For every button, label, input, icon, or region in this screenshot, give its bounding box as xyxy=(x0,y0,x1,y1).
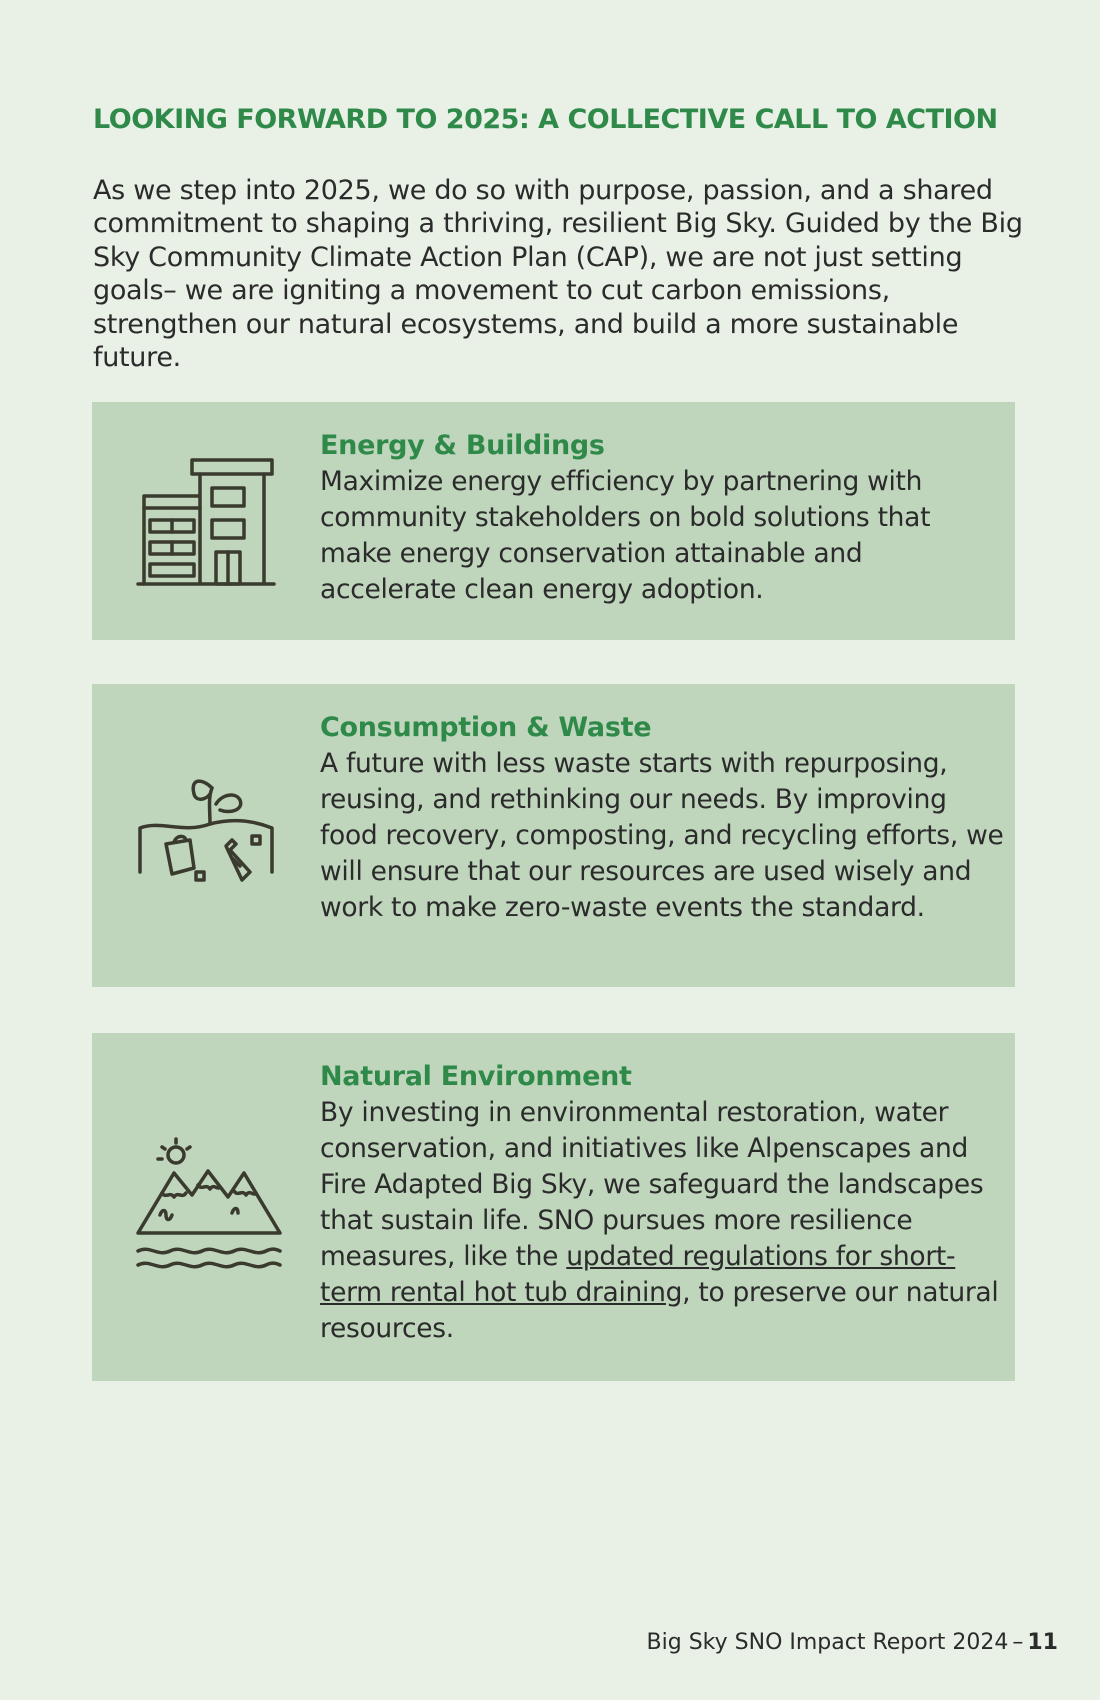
card-body: A future with less waste starts with repurposing, reusing, and rethinking our needs. By improving food recovery, composting, and recycling efforts, we will ensure that our resources are used wisely and work to make zero-waste events the standard. xyxy=(320,748,1004,923)
page-number: 11 xyxy=(1027,1630,1058,1655)
card-body xyxy=(320,1095,1005,1347)
footer-separator: – xyxy=(1012,1630,1024,1655)
card-body: Maximize energy efficiency by partnering with community stakeholders on bold solutions that make energy conservation attainable and accelerate clean energy adoption. xyxy=(320,466,931,605)
consumption-waste-card xyxy=(92,684,1015,987)
natural-environment-card xyxy=(92,1033,1015,1381)
mountains-icon xyxy=(132,1133,287,1288)
hot-tub-regulations-link[interactable]: updated regulations for short-term rental hot tub draining xyxy=(320,1241,956,1308)
waste-icon xyxy=(132,754,287,909)
intro-paragraph: As we step into 2025, we do so with purpose, passion, and a shared commitment to shaping a thriving, resilient Big Sky. Guided by the Big Sky Community Climate Action Plan (CAP), we are not just setting goals– we are igniting a movement to cut carbon emissions, strengthen our natural ecosystems, and build a more sustainable future. xyxy=(93,175,1023,374)
card-title: Consumption & Waste xyxy=(320,712,652,743)
card-title: Natural Environment xyxy=(320,1061,632,1092)
card-title: Energy & Buildings xyxy=(320,430,605,461)
page-heading: LOOKING FORWARD TO 2025: A COLLECTIVE CALL TO ACTION xyxy=(93,104,998,135)
page-footer xyxy=(647,1630,1058,1655)
energy-buildings-card xyxy=(92,402,1015,640)
footer-report-title: Big Sky SNO Impact Report 2024 xyxy=(646,1630,1009,1655)
buildings-icon xyxy=(132,444,287,599)
card-body-before-link: By investing in environmental restoration, water conservation, and initiatives like Alpenscapes and Fire Adapted Big Sky, we safeguard the landscapes that sustain life. SNO pursues more resilience measures, like the xyxy=(320,1097,984,1272)
card-body-after-link: , to preserve our natural resources. xyxy=(320,1277,999,1344)
